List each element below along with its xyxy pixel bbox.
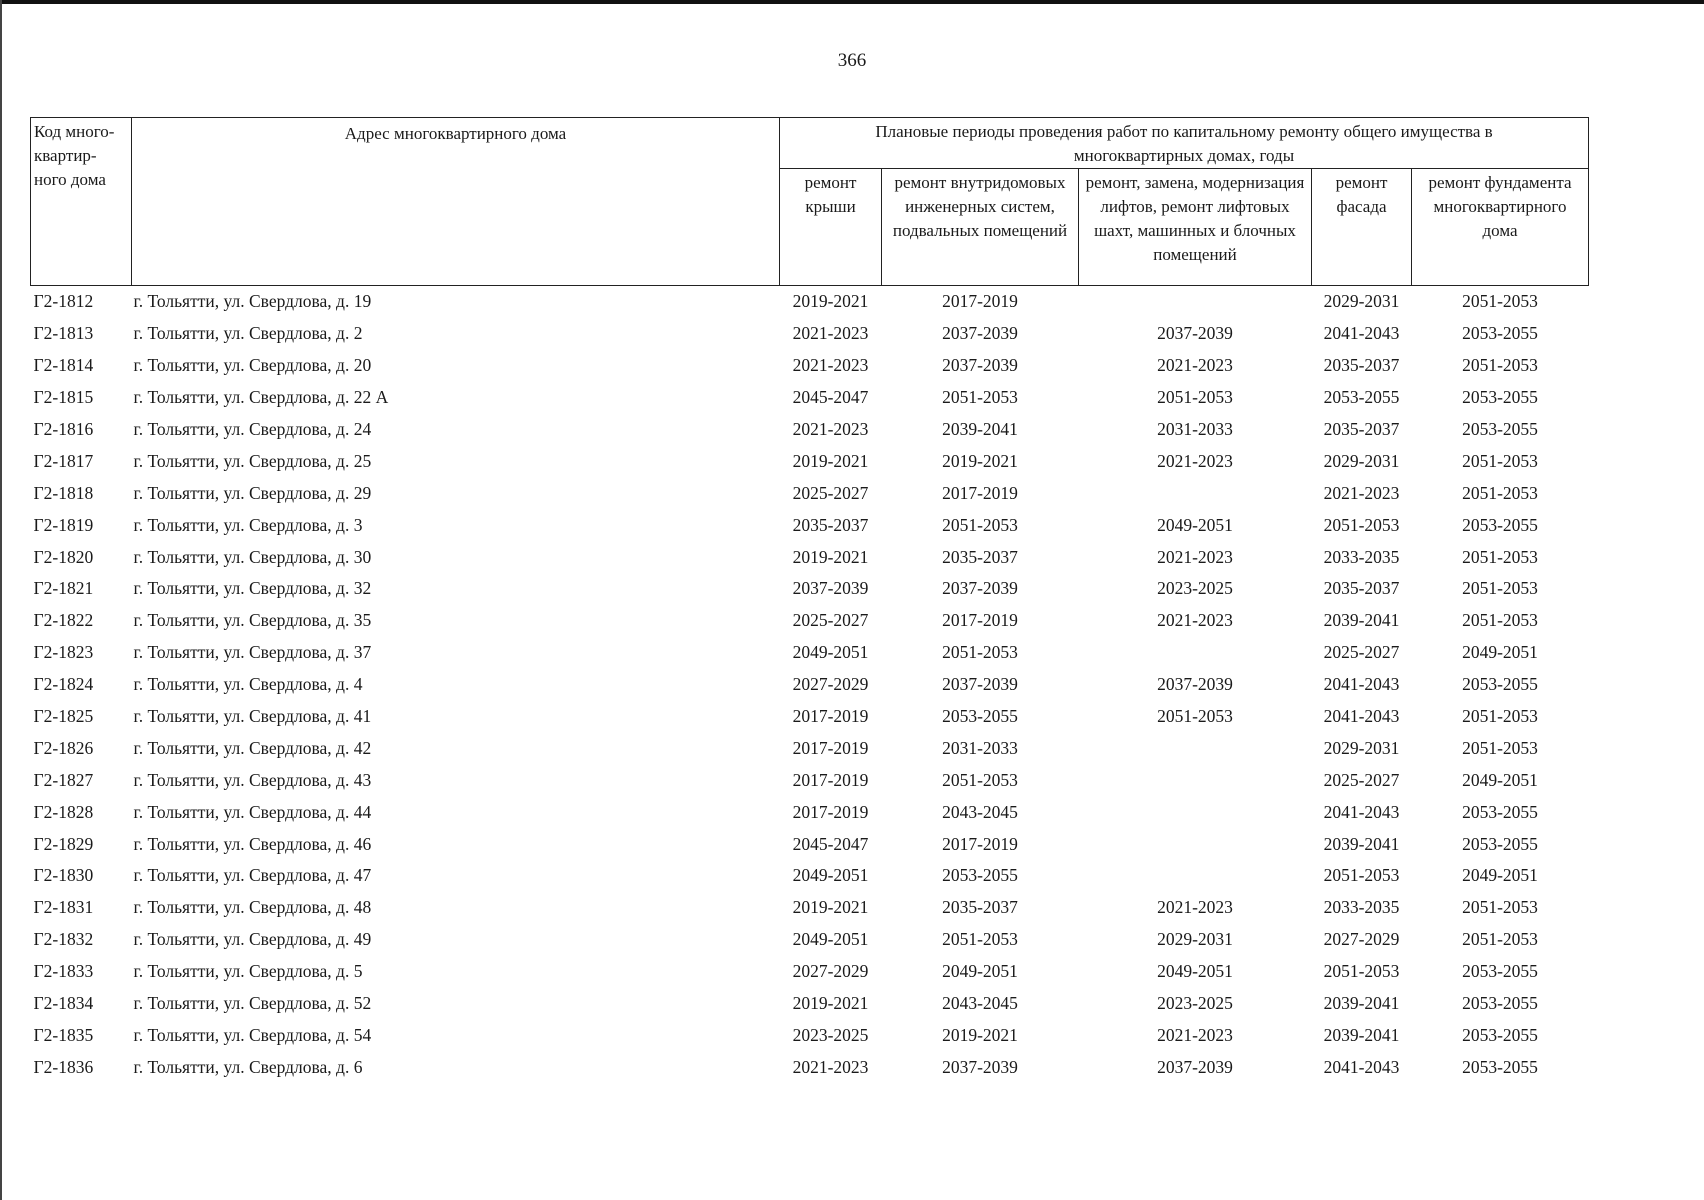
cell-code: Г2-1822: [33, 610, 94, 631]
header-facade: ремонт фасада: [1312, 169, 1412, 286]
cell-elevators: [1079, 732, 1312, 764]
cell-facade: 2039-2041: [1323, 1024, 1400, 1045]
cell-engineering: 2043-2045: [942, 801, 1018, 822]
cell-elevators: 2021-2023: [1157, 610, 1233, 631]
cell-code: Г2-1818: [33, 482, 94, 503]
cell-address: г. Тольятти, ул. Свердлова, д. 49: [133, 929, 372, 950]
cell-foundation: 2051-2053: [1462, 610, 1538, 631]
cell-roof: 2019-2021: [792, 546, 869, 567]
table-row: [31, 573, 1589, 605]
table-row: [31, 1051, 1589, 1083]
table-row: [31, 732, 1589, 764]
cell-roof: 2027-2029: [792, 961, 869, 982]
cell-elevators: [1079, 477, 1312, 509]
scan-left-border: [0, 0, 2, 1200]
cell-facade: 2039-2041: [1323, 993, 1400, 1014]
cell-foundation: 2049-2051: [1462, 642, 1538, 663]
table-row: [31, 796, 1589, 828]
cell-address: г. Тольятти, ул. Свердлова, д. 48: [133, 897, 372, 918]
table-row: [31, 605, 1589, 637]
cell-foundation: 2053-2055: [1462, 961, 1538, 982]
cell-code: Г2-1815: [33, 387, 94, 408]
cell-facade: 2027-2029: [1323, 929, 1400, 950]
cell-elevators: 2021-2023: [1157, 546, 1233, 567]
cell-engineering: 2017-2019: [942, 833, 1018, 854]
cell-elevators: 2029-2031: [1157, 929, 1233, 950]
cell-roof: 2037-2039: [792, 578, 869, 599]
cell-facade: 2051-2053: [1323, 514, 1400, 535]
cell-code: Г2-1827: [33, 769, 94, 790]
cell-foundation: 2051-2053: [1462, 706, 1538, 727]
cell-code: Г2-1833: [33, 961, 94, 982]
cell-engineering: 2035-2037: [942, 546, 1018, 567]
cell-code: Г2-1817: [33, 450, 94, 471]
table-row: [31, 701, 1589, 733]
table-row: [31, 924, 1589, 956]
cell-facade: 2041-2043: [1323, 323, 1400, 344]
cell-facade: 2029-2031: [1323, 291, 1400, 312]
cell-code: Г2-1819: [33, 514, 94, 535]
cell-engineering: 2017-2019: [942, 482, 1018, 503]
cell-engineering: 2051-2053: [942, 929, 1018, 950]
cell-address: г. Тольятти, ул. Свердлова, д. 32: [133, 578, 372, 599]
cell-code: Г2-1820: [33, 546, 94, 567]
cell-roof: 2021-2023: [792, 1056, 869, 1077]
cell-address: г. Тольятти, ул. Свердлова, д. 6: [133, 1056, 363, 1077]
cell-engineering: 2019-2021: [942, 1024, 1018, 1045]
cell-address: г. Тольятти, ул. Свердлова, д. 5: [133, 961, 363, 982]
cell-facade: 2025-2027: [1323, 642, 1400, 663]
table-row: [31, 318, 1589, 350]
cell-engineering: 2053-2055: [942, 865, 1018, 886]
cell-address: г. Тольятти, ул. Свердлова, д. 46: [133, 833, 372, 854]
cell-address: г. Тольятти, ул. Свердлова, д. 52: [133, 993, 372, 1014]
cell-engineering: 2035-2037: [942, 897, 1018, 918]
cell-engineering: 2053-2055: [942, 706, 1018, 727]
cell-address: г. Тольятти, ул. Свердлова, д. 47: [133, 865, 372, 886]
cell-roof: 2049-2051: [792, 642, 869, 663]
table-row: [31, 1019, 1589, 1051]
cell-elevators: 2049-2051: [1157, 961, 1233, 982]
cell-address: г. Тольятти, ул. Свердлова, д. 42: [133, 737, 372, 758]
cell-roof: 2017-2019: [792, 801, 869, 822]
header-address: Адрес многоквартирного дома: [132, 118, 780, 286]
header-foundation: ремонт фундамента многоквартирного дома: [1412, 169, 1589, 286]
cell-elevators: 2037-2039: [1157, 674, 1233, 695]
cell-elevators: 2051-2053: [1157, 387, 1233, 408]
cell-foundation: 2051-2053: [1462, 546, 1538, 567]
cell-engineering: 2019-2021: [942, 450, 1018, 471]
table-row: [31, 286, 1589, 318]
cell-elevators: 2051-2053: [1157, 706, 1233, 727]
cell-roof: 2023-2025: [792, 1024, 869, 1045]
cell-engineering: 2039-2041: [942, 419, 1018, 439]
table-row: [31, 988, 1589, 1020]
cell-address: г. Тольятти, ул. Свердлова, д. 29: [133, 482, 372, 503]
cell-address: г. Тольятти, ул. Свердлова, д. 20: [133, 355, 372, 376]
cell-foundation: 2053-2055: [1462, 323, 1538, 344]
cell-elevators: 2021-2023: [1157, 897, 1233, 918]
cell-elevators: 2031-2033: [1157, 419, 1233, 439]
cell-elevators: 2049-2051: [1157, 514, 1233, 535]
table-row: [31, 669, 1589, 701]
cell-engineering: 2037-2039: [942, 1056, 1018, 1077]
cell-engineering: 2051-2053: [942, 514, 1018, 535]
cell-code: Г2-1825: [33, 706, 94, 727]
cell-foundation: 2051-2053: [1462, 578, 1538, 599]
cell-facade: 2025-2027: [1323, 769, 1400, 790]
header-elevators: ремонт, замена, модернизация лифтов, ремонт лифтовых шахт, машинных и блочных помещений: [1079, 169, 1312, 286]
cell-roof: 2019-2021: [792, 897, 869, 918]
cell-foundation: 2053-2055: [1462, 993, 1538, 1014]
cell-code: Г2-1824: [33, 674, 94, 695]
cell-engineering: 2043-2045: [942, 993, 1018, 1014]
header-roof: ремонт крыши: [780, 169, 882, 286]
cell-roof: 2021-2023: [792, 419, 869, 439]
cell-engineering: 2037-2039: [942, 578, 1018, 599]
cell-code: Г2-1829: [33, 833, 94, 854]
cell-elevators: 2037-2039: [1157, 1056, 1233, 1077]
cell-elevators: [1079, 637, 1312, 669]
cell-facade: 2033-2035: [1323, 897, 1400, 918]
cell-roof: 2025-2027: [792, 482, 869, 503]
cell-foundation: 2053-2055: [1462, 801, 1538, 822]
table-row: [31, 477, 1589, 509]
cell-facade: 2035-2037: [1323, 355, 1400, 376]
cell-elevators: 2023-2025: [1157, 993, 1233, 1014]
cell-foundation: 2051-2053: [1462, 355, 1538, 376]
cell-roof: 2019-2021: [792, 291, 869, 312]
cell-address: г. Тольятти, ул. Свердлова, д. 30: [133, 546, 372, 567]
cell-code: Г2-1823: [33, 642, 94, 663]
cell-code: Г2-1834: [33, 993, 94, 1014]
table-row: [31, 414, 1589, 446]
table-row: [31, 764, 1589, 796]
cell-elevators: 2023-2025: [1157, 578, 1233, 599]
cell-foundation: 2051-2053: [1462, 737, 1538, 758]
cell-roof: 2017-2019: [792, 737, 869, 758]
cell-engineering: 2031-2033: [942, 737, 1018, 758]
repair-schedule-table-container: [30, 117, 1588, 1083]
cell-roof: 2017-2019: [792, 769, 869, 790]
cell-facade: 2041-2043: [1323, 706, 1400, 727]
cell-code: Г2-1835: [33, 1024, 94, 1045]
repair-schedule-table: [30, 117, 1589, 1083]
cell-code: Г2-1831: [33, 897, 94, 918]
cell-facade: 2021-2023: [1323, 482, 1400, 503]
table-row: [31, 509, 1589, 541]
table-row: [31, 445, 1589, 477]
cell-roof: 2019-2021: [792, 993, 869, 1014]
cell-roof: 2049-2051: [792, 929, 869, 950]
cell-address: г. Тольятти, ул. Свердлова, д. 43: [133, 769, 372, 790]
cell-facade: 2029-2031: [1323, 450, 1400, 471]
cell-roof: 2045-2047: [792, 387, 869, 408]
cell-foundation: 2051-2053: [1462, 291, 1538, 312]
cell-engineering: 2051-2053: [942, 387, 1018, 408]
cell-code: Г2-1826: [33, 737, 94, 758]
cell-foundation: 2053-2055: [1462, 514, 1538, 535]
table-row: [31, 350, 1589, 382]
cell-foundation: 2051-2053: [1462, 897, 1538, 918]
table-row: [31, 541, 1589, 573]
table-row: [31, 828, 1589, 860]
cell-address: г. Тольятти, ул. Свердлова, д. 3: [133, 514, 363, 535]
cell-foundation: 2049-2051: [1462, 865, 1538, 886]
header-periods-group: Плановые периоды проведения работ по капитальному ремонту общего имущества в многоквартирных домах, годы: [780, 118, 1589, 169]
cell-facade: 2035-2037: [1323, 419, 1400, 439]
cell-roof: 2017-2019: [792, 706, 869, 727]
cell-address: г. Тольятти, ул. Свердлова, д. 41: [133, 706, 372, 727]
cell-roof: 2025-2027: [792, 610, 869, 631]
cell-facade: 2051-2053: [1323, 961, 1400, 982]
cell-facade: 2053-2055: [1323, 387, 1400, 408]
cell-code: Г2-1836: [33, 1056, 94, 1077]
cell-foundation: 2053-2055: [1462, 674, 1538, 695]
cell-facade: 2033-2035: [1323, 546, 1400, 567]
cell-address: г. Тольятти, ул. Свердлова, д. 22 А: [133, 387, 389, 408]
cell-engineering: 2017-2019: [942, 291, 1018, 312]
cell-roof: 2027-2029: [792, 674, 869, 695]
table-body: [31, 286, 1589, 1084]
cell-address: г. Тольятти, ул. Свердлова, д. 44: [133, 801, 372, 822]
table-row: [31, 382, 1589, 414]
cell-elevators: 2021-2023: [1157, 355, 1233, 376]
cell-facade: 2041-2043: [1323, 674, 1400, 695]
cell-facade: 2039-2041: [1323, 833, 1400, 854]
cell-engineering: 2049-2051: [942, 961, 1018, 982]
cell-facade: 2041-2043: [1323, 801, 1400, 822]
cell-roof: 2045-2047: [792, 833, 869, 854]
cell-engineering: 2017-2019: [942, 610, 1018, 631]
cell-facade: 2041-2043: [1323, 1056, 1400, 1077]
cell-engineering: 2037-2039: [942, 323, 1018, 344]
cell-address: г. Тольятти, ул. Свердлова, д. 24: [133, 419, 372, 439]
cell-code: Г2-1830: [33, 865, 94, 886]
cell-elevators: 2021-2023: [1157, 1024, 1233, 1045]
cell-elevators: [1079, 828, 1312, 860]
page-number: 366: [837, 50, 867, 71]
cell-elevators: 2037-2039: [1157, 323, 1233, 344]
cell-code: Г2-1812: [33, 291, 94, 312]
cell-code: Г2-1828: [33, 801, 94, 822]
header-code: Код много-квартир-ного дома: [31, 118, 132, 286]
cell-foundation: 2053-2055: [1462, 1056, 1538, 1077]
cell-address: г. Тольятти, ул. Свердлова, д. 25: [133, 450, 372, 471]
cell-elevators: [1079, 286, 1312, 318]
cell-roof: 2049-2051: [792, 865, 869, 886]
table-header: [31, 118, 1589, 286]
cell-facade: 2039-2041: [1323, 610, 1400, 631]
cell-code: Г2-1814: [33, 355, 94, 376]
table-row: [31, 637, 1589, 669]
cell-roof: 2019-2021: [792, 450, 869, 471]
cell-address: г. Тольятти, ул. Свердлова, д. 2: [133, 323, 363, 344]
cell-elevators: [1079, 796, 1312, 828]
cell-address: г. Тольятти, ул. Свердлова, д. 37: [133, 642, 372, 663]
cell-foundation: 2053-2055: [1462, 419, 1538, 439]
cell-foundation: 2051-2053: [1462, 929, 1538, 950]
cell-address: г. Тольятти, ул. Свердлова, д. 19: [133, 291, 372, 312]
cell-facade: 2051-2053: [1323, 865, 1400, 886]
cell-elevators: 2021-2023: [1157, 450, 1233, 471]
cell-code: Г2-1832: [33, 929, 94, 950]
cell-address: г. Тольятти, ул. Свердлова, д. 4: [133, 674, 363, 695]
cell-foundation: 2053-2055: [1462, 387, 1538, 408]
cell-roof: 2035-2037: [792, 514, 869, 535]
cell-engineering: 2037-2039: [942, 674, 1018, 695]
header-engineering: ремонт внутридомовых инженерных систем, подвальных помещений: [882, 169, 1079, 286]
cell-code: Г2-1816: [33, 419, 94, 439]
cell-facade: 2035-2037: [1323, 578, 1400, 599]
cell-foundation: 2049-2051: [1462, 769, 1538, 790]
cell-foundation: 2051-2053: [1462, 450, 1538, 471]
scan-top-border: [0, 0, 1704, 4]
cell-elevators: [1079, 764, 1312, 796]
table-row: [31, 860, 1589, 892]
cell-foundation: 2053-2055: [1462, 833, 1538, 854]
table-row: [31, 892, 1589, 924]
cell-foundation: 2053-2055: [1462, 1024, 1538, 1045]
cell-address: г. Тольятти, ул. Свердлова, д. 54: [133, 1024, 372, 1045]
cell-engineering: 2037-2039: [942, 355, 1018, 376]
cell-address: г. Тольятти, ул. Свердлова, д. 35: [133, 610, 372, 631]
cell-code: Г2-1821: [33, 578, 94, 599]
cell-engineering: 2051-2053: [942, 642, 1018, 663]
table-row: [31, 956, 1589, 988]
cell-elevators: [1079, 860, 1312, 892]
cell-facade: 2029-2031: [1323, 737, 1400, 758]
cell-roof: 2021-2023: [792, 355, 869, 376]
cell-code: Г2-1813: [33, 323, 94, 344]
cell-foundation: 2051-2053: [1462, 482, 1538, 503]
cell-roof: 2021-2023: [792, 323, 869, 344]
cell-engineering: 2051-2053: [942, 769, 1018, 790]
